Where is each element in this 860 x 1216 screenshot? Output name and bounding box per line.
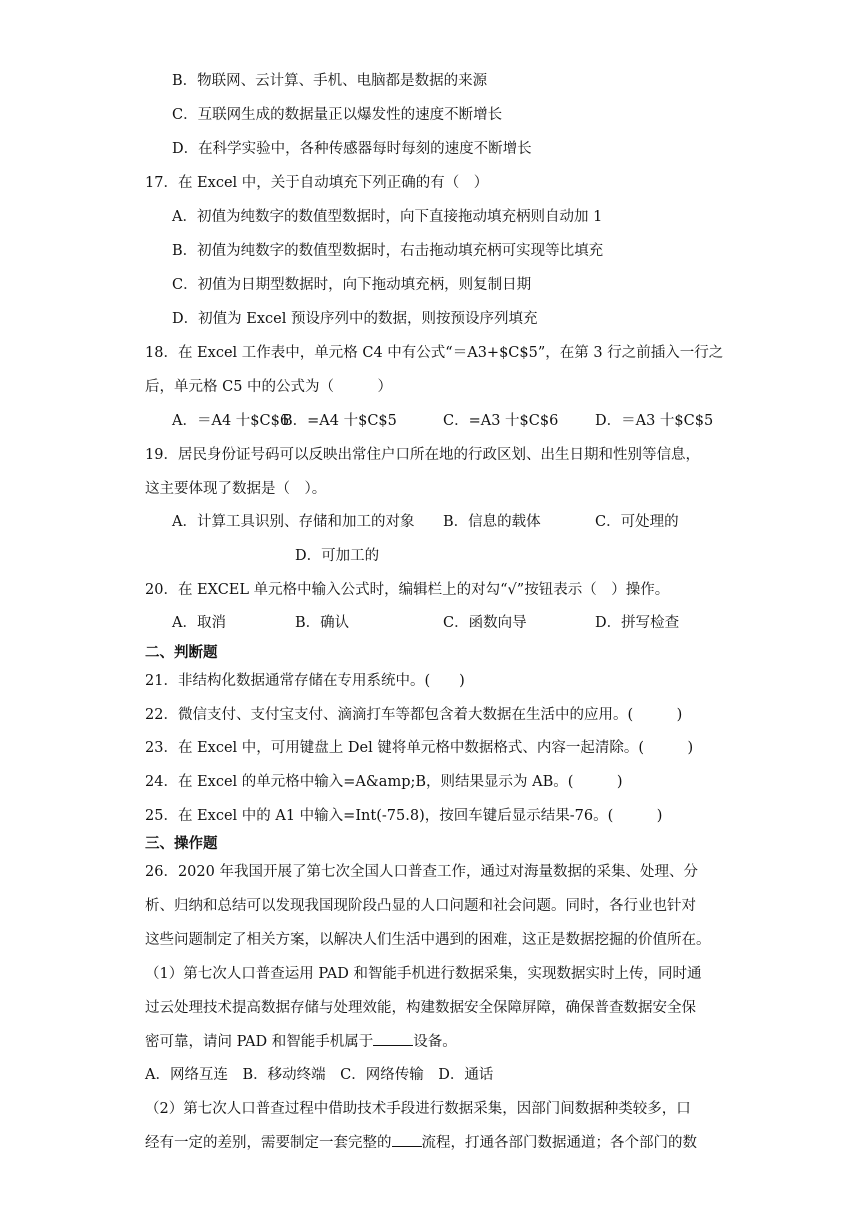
q17-option-c: C．初值为日期型数据时，向下拖动填充柄，则复制日期 xyxy=(172,277,532,293)
q26-sub2-line2 xyxy=(145,1132,697,1153)
q20-option-b: B．确认 xyxy=(295,615,350,631)
section-heading-judgment: 二、判断题 xyxy=(145,644,218,661)
q20-stem: 20．在 EXCEL 单元格中输入公式时，编辑栏上的对勾“√”按钮表示（ ）操作。 xyxy=(145,582,670,598)
q18-option-d: D．＝A3 十$C$5 xyxy=(595,413,714,429)
q20-option-d: D．拼写检查 xyxy=(595,615,680,631)
q26-sub1-line3 xyxy=(145,1031,457,1052)
answer-blank[interactable] xyxy=(373,1031,413,1046)
q18-stem-line1: 18．在 Excel 工作表中，单元格 C4 中有公式“＝A3+$C$5”，在第 3 行之前插入一行之 xyxy=(145,345,724,361)
q26-sub2-text-after-blank: 流程，打通各部门数据通道；各个部门的数 xyxy=(421,1135,697,1151)
q26-paragraph-line2: 析、归纳和总结可以发现我国现阶段凸显的人口问题和社会问题。同时，各行业也针对 xyxy=(145,898,696,914)
q19-option-b: B．信息的载体 xyxy=(443,514,541,530)
q18-option-b: B．=A4 十$C$5 xyxy=(282,413,397,429)
q23: 23．在 Excel 中，可用键盘上 Del 键将单元格中数据格式、内容一起清除。( ) xyxy=(145,740,694,756)
q26-sub1-options: A．网络互连 B．移动终端 C．网络传输 D．通话 xyxy=(145,1067,494,1083)
q26-sub1-line2: 过云处理技术提高数据存储与处理效能，构建数据安全保障屏障，确保普查数据安全保 xyxy=(145,1000,696,1016)
q19-stem-line1: 19．居民身份证号码可以反映出常住户口所在地的行政区划、出生日期和性别等信息， xyxy=(145,447,700,463)
q18-option-a: A．＝A4 十$C$6 xyxy=(172,413,290,429)
q26-paragraph-line3: 这些问题制定了相关方案，以解决人们生活中遇到的困难，这正是数据挖掘的价值所在。 xyxy=(145,932,711,948)
q17-option-d: D．初值为 Excel 预设序列中的数据，则按预设序列填充 xyxy=(172,311,538,327)
q16-option-d: D．在科学实验中，各种传感器每时每刻的速度不断增长 xyxy=(172,141,532,157)
q22: 22．微信支付、支付宝支付、滴滴打车等都包含着大数据在生活中的应用。( ) xyxy=(145,707,683,723)
q25: 25．在 Excel 中的 A1 中输入=Int(-75.8)，按回车键后显示结果-76。( ) xyxy=(145,808,663,824)
q26-sub1-text-after-blank: 设备。 xyxy=(413,1034,457,1050)
q26-paragraph-line1: 26．2020 年我国开展了第七次全国人口普查工作，通过对海量数据的采集、处理、分 xyxy=(145,864,698,880)
q19-option-a: A．计算工具识别、存储和加工的对象 xyxy=(172,514,415,530)
q20-option-c: C．函数向导 xyxy=(443,615,527,631)
answer-blank[interactable] xyxy=(392,1132,422,1147)
q19-stem-line2: 这主要体现了数据是（ ）。 xyxy=(145,481,327,497)
q17-stem: 17．在 Excel 中，关于自动填充下列正确的有（ ） xyxy=(145,175,489,191)
q26-sub2-text-before-blank: 经有一定的差别，需要制定一套完整的 xyxy=(145,1135,392,1151)
q19-option-d: D．可加工的 xyxy=(295,548,380,564)
q18-option-c: C．=A3 十$C$6 xyxy=(443,413,559,429)
q21: 21．非结构化数据通常存储在专用系统中。( ) xyxy=(145,673,465,689)
q19-option-c: C．可处理的 xyxy=(595,514,679,530)
q18-stem-line2: 后，单元格 C5 中的公式为（ ） xyxy=(145,379,393,395)
q26-sub1-text-before-blank: 密可靠，请问 PAD 和智能手机属于 xyxy=(145,1034,374,1050)
q26-sub1-line1: （1）第七次人口普查运用 PAD 和智能手机进行数据采集，实现数据实时上传，同时通 xyxy=(145,966,702,982)
q24: 24．在 Excel 的单元格中输入=A&amp;B，则结果显示为 AB。( ) xyxy=(145,774,623,790)
q16-option-b: B．物联网、云计算、手机、电脑都是数据的来源 xyxy=(172,73,488,89)
q26-sub2-line1: （2）第七次人口普查过程中借助技术手段进行数据采集，因部门间数据种类较多，口 xyxy=(145,1101,691,1117)
q17-option-b: B．初值为纯数字的数值型数据时，右击拖动填充柄可实现等比填充 xyxy=(172,243,604,259)
q16-option-c: C．互联网生成的数据量正以爆发性的速度不断增长 xyxy=(172,107,503,123)
section-heading-operation: 三、操作题 xyxy=(145,835,218,852)
q20-option-a: A．取消 xyxy=(172,615,226,631)
q17-option-a: A．初值为纯数字的数值型数据时，向下直接拖动填充柄则自动加 1 xyxy=(172,209,603,225)
